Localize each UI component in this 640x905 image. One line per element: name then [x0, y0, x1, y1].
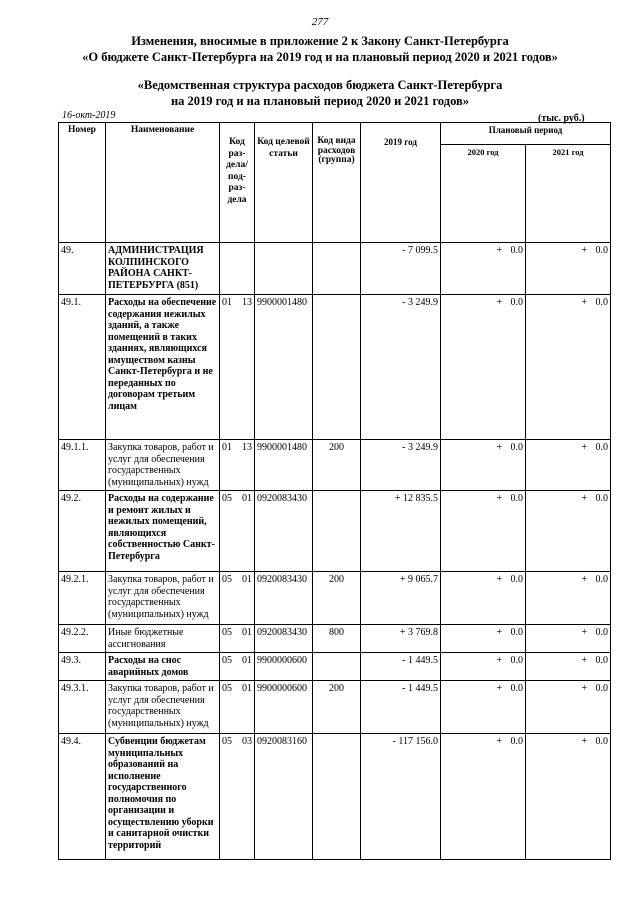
table-row: [59, 653, 611, 681]
row-target: 9900000600: [255, 653, 313, 681]
table-row: [59, 734, 611, 860]
row-number: 49.1.: [59, 295, 106, 440]
row-group: 800: [313, 625, 361, 653]
row-target: 0920083430: [255, 572, 313, 625]
row-name: Расходы на снос аварийных домов: [106, 653, 220, 681]
row-group: 200: [313, 440, 361, 491]
row-2021: + 0.0: [526, 295, 611, 440]
row-name: Субвенции бюджетам муниципальных образований на исполнение государственного полномочия по организации и осуществлению уборки и санитарной очистки территорий: [106, 734, 220, 860]
row-number: 49.2.1.: [59, 572, 106, 625]
row-2021: + 0.0: [526, 491, 611, 572]
page-number: 277: [311, 16, 329, 28]
row-2020: + 0.0: [441, 243, 526, 295]
row-target: [255, 243, 313, 295]
row-section: 05 01: [220, 681, 255, 734]
row-section: 05 01: [220, 625, 255, 653]
table-row: [59, 625, 611, 653]
row-2021: + 0.0: [526, 572, 611, 625]
row-2020: + 0.0: [441, 491, 526, 572]
document-title: [0, 33, 640, 65]
row-target: 9900001480: [255, 295, 313, 440]
row-group: [313, 734, 361, 860]
row-section: 05 03: [220, 734, 255, 860]
table-row: [59, 243, 611, 295]
row-number: 49.3.1.: [59, 681, 106, 734]
row-2019: - 1 449.5: [361, 653, 441, 681]
document-date: 16-окт-2019: [62, 110, 116, 121]
row-name: Закупка товаров, работ и услуг для обеспечения государственных (муниципальных) нужд: [106, 440, 220, 491]
row-name: Иные бюджетные ассигнования: [106, 625, 220, 653]
header-group: Код вида расходов (группа): [313, 123, 361, 243]
header-name: Наименование: [106, 123, 220, 243]
row-2021: + 0.0: [526, 625, 611, 653]
header-target: Код целевой статьи: [255, 123, 313, 243]
units-label: (тыс. руб.): [538, 113, 585, 124]
row-target: 9900001480: [255, 440, 313, 491]
header-number: Номер: [59, 123, 106, 243]
row-2021: + 0.0: [526, 681, 611, 734]
row-2020: + 0.0: [441, 440, 526, 491]
row-name: Закупка товаров, работ и услуг для обеспечения государственных (муниципальных) нужд: [106, 681, 220, 734]
header-2019: 2019 год: [361, 123, 441, 243]
row-section: 05 01: [220, 491, 255, 572]
table-row: [59, 681, 611, 734]
header-2020: 2020 год: [441, 145, 526, 243]
table-title: [0, 77, 640, 109]
row-target: 9900000600: [255, 681, 313, 734]
row-section: 05 01: [220, 572, 255, 625]
table-body: [59, 243, 611, 860]
row-2020: + 0.0: [441, 681, 526, 734]
row-2019: + 9 065.7: [361, 572, 441, 625]
row-name: Закупка товаров, работ и услуг для обеспечения государственных (муниципальных) нужд: [106, 572, 220, 625]
row-section: [220, 243, 255, 295]
row-2019: + 3 769.8: [361, 625, 441, 653]
row-2019: - 3 249.9: [361, 295, 441, 440]
header-planned: Плановый период: [441, 123, 611, 145]
row-2019: - 7 099.5: [361, 243, 441, 295]
row-2021: + 0.0: [526, 243, 611, 295]
row-section: 01 13: [220, 440, 255, 491]
row-2021: + 0.0: [526, 734, 611, 860]
table-row: [59, 572, 611, 625]
row-group: [313, 653, 361, 681]
row-2020: + 0.0: [441, 653, 526, 681]
row-2021: + 0.0: [526, 440, 611, 491]
document-title-line: «О бюджете Санкт-Петербурга на 2019 год и на плановый период 2020 и 2021 годов»: [82, 50, 558, 64]
row-2020: + 0.0: [441, 625, 526, 653]
header-2021: 2021 год: [526, 145, 611, 243]
row-group: [313, 243, 361, 295]
row-2021: + 0.0: [526, 653, 611, 681]
row-name: АДМИНИСТРАЦИЯ КОЛПИНСКОГО РАЙОНА САНКТ-ПЕТЕРБУРГА (851): [106, 243, 220, 295]
row-group: 200: [313, 681, 361, 734]
row-number: 49.2.: [59, 491, 106, 572]
document-title-line: Изменения, вносимые в приложение 2 к Закону Санкт-Петербурга: [131, 34, 509, 48]
budget-table: [58, 122, 611, 860]
row-target: 0920083430: [255, 625, 313, 653]
row-2019: + 12 835.5: [361, 491, 441, 572]
row-number: 49.: [59, 243, 106, 295]
row-2020: + 0.0: [441, 572, 526, 625]
row-2019: - 117 156.0: [361, 734, 441, 860]
row-name: Расходы на содержание и ремонт жилых и нежилых помещений, являющихся собственностью Санкт-Петербурга: [106, 491, 220, 572]
table-title-line: на 2019 год и на плановый период 2020 и 2021 годов»: [170, 94, 470, 108]
row-section: 01 13: [220, 295, 255, 440]
row-number: 49.3.: [59, 653, 106, 681]
row-group: 200: [313, 572, 361, 625]
row-2019: - 3 249.9: [361, 440, 441, 491]
row-section: 05 01: [220, 653, 255, 681]
table-row: [59, 491, 611, 572]
row-2020: + 0.0: [441, 295, 526, 440]
row-target: 0920083160: [255, 734, 313, 860]
row-number: 49.4.: [59, 734, 106, 860]
table-row: [59, 440, 611, 491]
row-group: [313, 295, 361, 440]
row-2020: + 0.0: [441, 734, 526, 860]
row-number: 49.2.2.: [59, 625, 106, 653]
row-name: Расходы на обеспечение содержания нежилых зданий, а также помещений в таких зданиях, являющихся имуществом казны Санкт-Петербурга и не переданных по договорам третьим лицам: [106, 295, 220, 440]
row-group: [313, 491, 361, 572]
header-section: Код раз-дела/ под-раз-дела: [220, 123, 255, 243]
table-row: [59, 295, 611, 440]
row-2019: - 1 449.5: [361, 681, 441, 734]
row-target: 0920083430: [255, 491, 313, 572]
row-number: 49.1.1.: [59, 440, 106, 491]
table-title-line: «Ведомственная структура расходов бюджета Санкт-Петербурга: [137, 78, 503, 92]
